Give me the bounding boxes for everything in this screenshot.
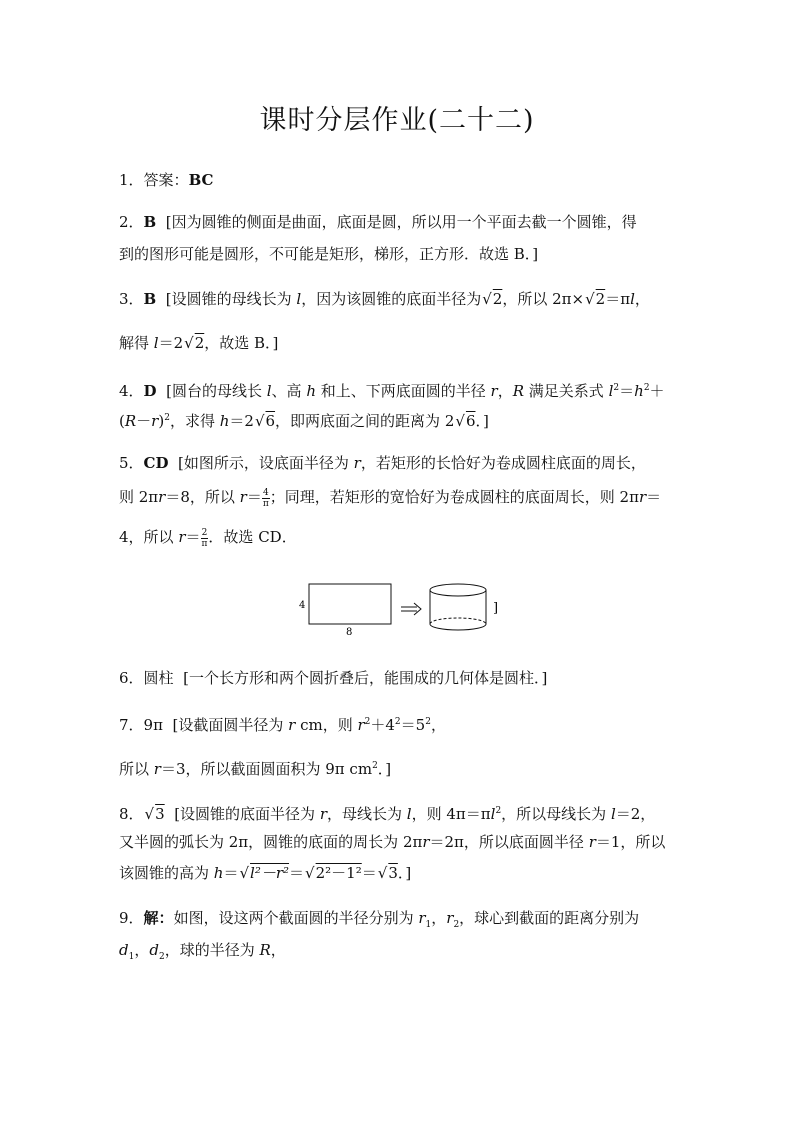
question-8-line-3: 该圆锥的高为 h＝√ l²－r²＝√ 2²－1²＝√ 3．] xyxy=(119,863,679,883)
fraction-4-over-pi: $\frac{4}{\pi}$ xyxy=(262,487,269,509)
question-5-line-1: 5．CD [如图所示，设底面半径为 r，若矩形的长恰好为卷成圆柱底面的周长， xyxy=(119,454,646,472)
question-4-line-2: $(R-r)^2$，求得 h＝2√ 6，即两底面之间的距离为 2√ 6．] xyxy=(119,408,679,431)
question-6: 6．圆柱 [一个长方形和两个圆折叠后，能围成的几何体是圆柱．] xyxy=(119,669,548,687)
question-8-line-1: 8．√ 3 [设圆锥的底面半径为 r，母线长为 l，则 $4\pi=\pi l^2$，所以母线长为 l＝2， xyxy=(119,801,679,824)
question-9-line-2: $d_1$，$d_2$，球的半径为 R， xyxy=(119,941,286,962)
cylinder-shape xyxy=(430,584,486,630)
question-5-line-3: 4，所以 r＝ $\frac{2}{\pi}$ ．故选 CD． xyxy=(119,527,297,549)
question-8-line-2: 又半圆的弧长为 2π，圆锥的底面的周长为 2πr＝2π，所以底面圆半径 r＝1，所以 xyxy=(119,833,666,851)
question-2-line-1: 2．B [因为圆锥的侧面是曲面，底面是圆，所以用一个平面去截一个圆锥，得 xyxy=(119,213,637,231)
question-4-line-1: 4．D [圆台的母线长 l、高 h 和上、下两底面圆的半径 r，R 满足关系式 $l^2=h^2+$ xyxy=(119,382,665,400)
question-3-line-2: 解得 l＝2√ 2，故选 B．] xyxy=(119,333,679,353)
rectangle-shape xyxy=(309,584,391,624)
question-7-line-2: 所以 r＝3，所以截面圆面积为 9π $cm^2$．] xyxy=(119,760,392,778)
question-9-line-1: 9．解：如图，设这两个截面圆的半径分别为 $r_1$，$r_2$，球心到截面的距离分别为 xyxy=(119,909,640,930)
question-1: 1．答案：BC xyxy=(119,171,214,189)
question-3-line-1: 3．B [设圆锥的母线长为 l，因为该圆锥的底面半径为√ 2，所以 2π×√ 2＝πl， xyxy=(119,289,679,309)
question-7-line-1: 7．9π [设截面圆半径为 r cm，则 $r^2+4^2=5^2$， xyxy=(119,716,446,734)
figure-length-label: 8 xyxy=(346,627,353,638)
fraction-2-over-pi: $\frac{2}{\pi}$ xyxy=(201,527,208,549)
figure-close-bracket: ] xyxy=(493,601,499,616)
figure-width-label: 4 xyxy=(299,600,306,611)
rectangle-to-cylinder-figure xyxy=(295,578,505,640)
question-5-line-2: 则 2πr＝8，所以 r＝ $\frac{4}{\pi}$ ；同理，若矩形的宽恰好为卷成圆柱的底面周长，则 2πr＝ xyxy=(119,487,662,509)
page-title: 课时分层作业(二十二) xyxy=(259,105,535,136)
question-2-line-2: 到的图形可能是圆形，不可能是矩形，梯形，正方形．故选 B．] xyxy=(119,245,539,263)
right-arrow-icon xyxy=(401,603,421,615)
